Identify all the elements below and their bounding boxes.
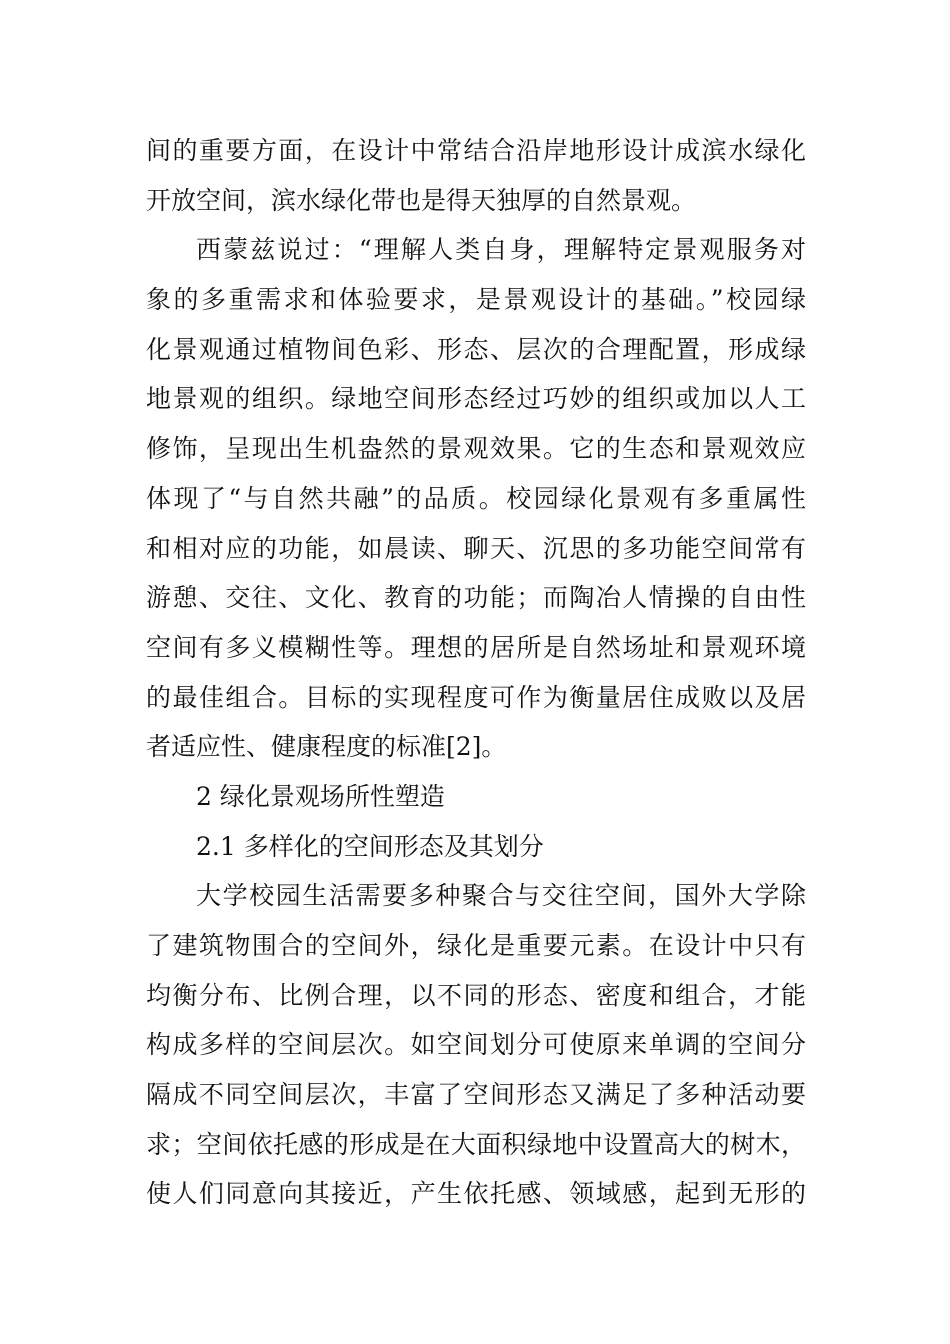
text-line: 构成多样的空间层次。如空间划分可使原来单调的空间分 [146,1030,806,1060]
paragraph-continuation [146,126,806,225]
text-line: 游憩、交往、文化、教育的功能；而陶冶人情操的自由性 [146,583,806,613]
text-line: 求；空间依托感的形成是在大面积绿地中设置高大的树木， [146,1129,806,1159]
subsection-heading: 2.1 多样化的空间形态及其划分 [196,831,544,861]
text-line: 的最佳组合。目标的实现程度可作为衡量居住成败以及居 [146,682,806,712]
paragraph-quote [146,225,806,772]
text-line: 地景观的组织。绿地空间形态经过巧妙的组织或加以人工 [146,384,806,414]
text-line: 均衡分布、比例合理，以不同的形态、密度和组合，才能 [146,980,806,1010]
text-line: 了建筑物围合的空间外，绿化是重要元素。在设计中只有 [146,931,806,960]
text-line: 化景观通过植物间色彩、形态、层次的合理配置，形成绿 [146,334,806,364]
text-line: 西蒙兹说过：“理解人类自身，理解特定景观服务对 [196,235,806,265]
text-line: 使人们同意向其接近，产生依托感、领域感，起到无形的 [146,1179,806,1209]
text-line: 空间有多义模糊性等。理想的居所是自然场址和景观环境 [146,632,806,662]
paragraph-space [146,871,806,1219]
text-line: 体现了“与自然共融”的品质。校园绿化景观有多重属性 [146,483,806,513]
text-line: 和相对应的功能，如晨读、聊天、沉思的多功能空间常有 [146,533,806,563]
body-text [146,126,806,1219]
text-line: 间的重要方面，在设计中常结合沿岸地形设计成滨水绿化 [146,136,806,165]
text-line: 象的多重需求和体验要求，是景观设计的基础。”校园绿 [146,285,806,315]
text-line: 者适应性、健康程度的标准[2]。 [146,732,507,762]
text-line: 开放空间，滨水绿化带也是得天独厚的自然景观。 [146,185,697,215]
text-line: 修饰，呈现出生机盎然的景观效果。它的生态和景观效应 [146,434,806,464]
text-line: 大学校园生活需要多种聚合与交往空间，国外大学除 [196,881,806,911]
text-line: 隔成不同空间层次，丰富了空间形态又满足了多种活动要 [146,1080,806,1110]
section-heading: 2 绿化景观场所性塑造 [196,781,445,811]
